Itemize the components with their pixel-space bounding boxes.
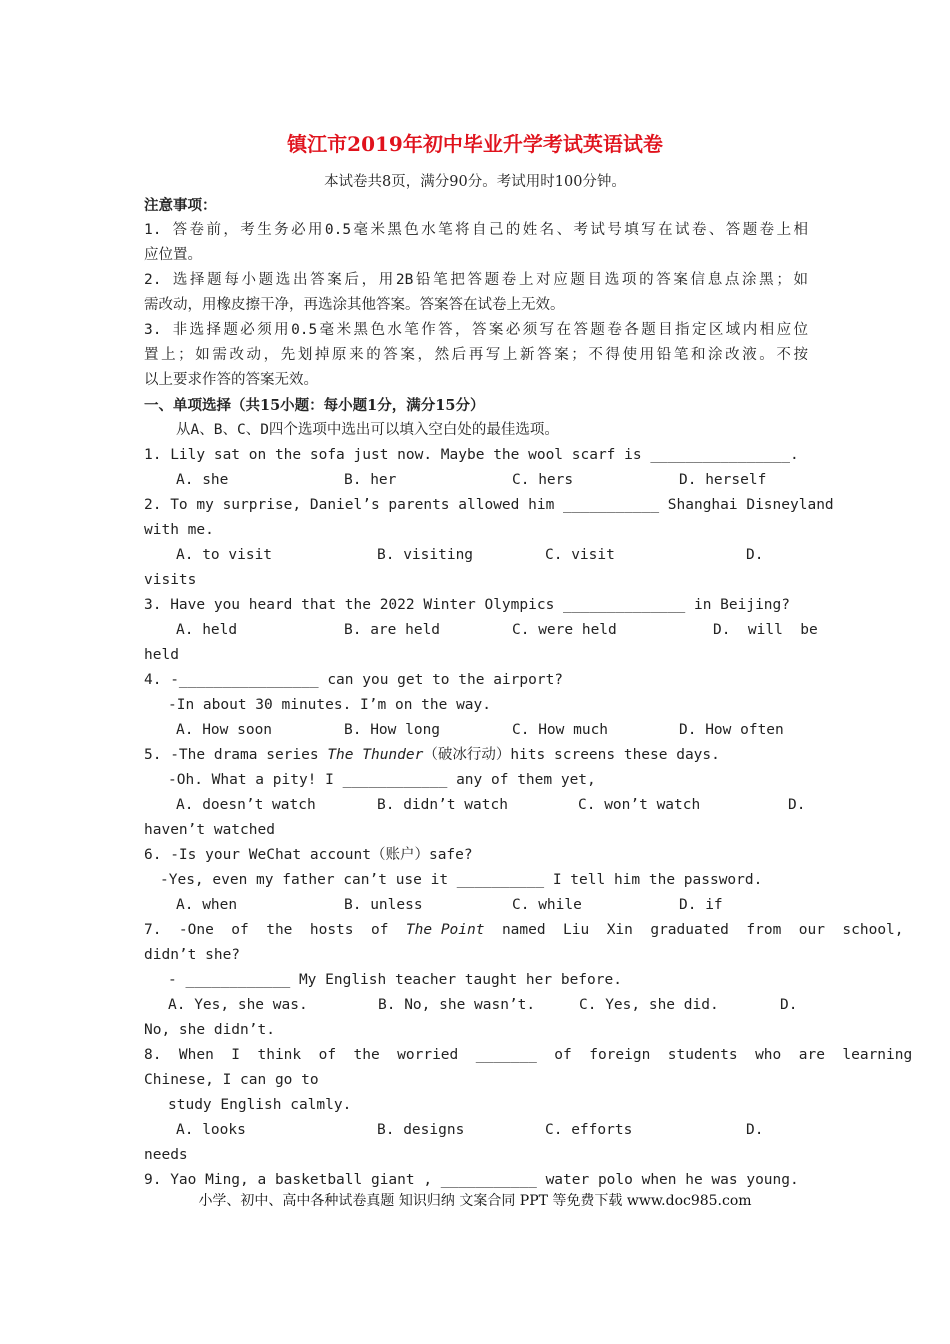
page-footer: 小学、初中、高中各种试卷真题 知识归纳 文案合同 PPT 等免费下载 www.doc985.com (198, 1193, 752, 1209)
question-5-option-d-cont: haven’t watched (144, 822, 275, 838)
option-b: B. visiting (377, 547, 474, 563)
option-b: B. her (344, 472, 397, 488)
option-a: A. doesn’t watch (176, 797, 316, 813)
question-3-option-d-cont: held (144, 647, 179, 663)
option-c: C. Yes, she did. (579, 997, 719, 1013)
option-d: D. (746, 547, 764, 563)
question-6-reply: -Yes, even my father can’t use it __________ I tell him the password. (160, 872, 763, 888)
notice-item-1-line-1: 1. 答卷前，考生务必用0.5毫米黑色水笔将自己的姓名、考试号填写在试卷、答题卷上相 (144, 222, 808, 238)
option-a: A. held (176, 622, 238, 638)
option-d: D. will be (713, 622, 818, 638)
option-d: D. herself (679, 472, 767, 488)
question-5-reply: -Oh. What a pity! I ____________ any of them yet, (168, 772, 596, 788)
option-c: C. visit (545, 547, 615, 563)
option-d: D. (746, 1122, 764, 1138)
question-4-options (144, 718, 808, 743)
question-2-stem: 2. To my surprise, Daniel’s parents allowed him ___________ Shanghai Disneyland (144, 497, 834, 513)
section-instruction: 从A、B、C、D四个选项中选出可以填入空白处的最佳选项。 (176, 422, 559, 438)
question-8-stem: 8. When I think of the worried _______ of foreign students who are learning (144, 1047, 913, 1063)
option-b: B. unless (344, 897, 423, 913)
option-b: B. are held (344, 622, 441, 638)
notice-item-1-line-2: 应位置。 (144, 247, 202, 263)
notice-item-3-line-1: 3. 非选择题必须用0.5毫米黑色水笔作答，答案必须写在答题卷各题目指定区域内相应位 (144, 322, 808, 338)
question-6-options (144, 893, 808, 918)
option-a: A. How soon (176, 722, 273, 738)
question-6-stem: 6. -Is your WeChat account（账户）safe? (144, 847, 473, 863)
notice-item-2-line-2: 需改动，用橡皮擦干净，再选涂其他答案。答案答在试卷上无效。 (144, 297, 565, 313)
exam-subtitle: 本试卷共8页，满分90分。考试用时100分钟。 (324, 174, 626, 190)
option-b: B. No, she wasn’t. (378, 997, 536, 1013)
question-7-show-title: The Point (405, 922, 485, 938)
option-a: A. she (176, 472, 229, 488)
option-d: D. How often (679, 722, 784, 738)
question-7-stem-end: named Liu Xin graduated from our school, (484, 922, 904, 938)
question-5-show-title: The Thunder (327, 747, 424, 763)
question-5-stem-start: 5. -The drama series (144, 747, 328, 763)
option-c: C. hers (512, 472, 574, 488)
question-4-reply: -In about 30 minutes. I’m on the way. (168, 697, 492, 713)
section-heading: 一、单项选择（共15小题：每小题1分，满分15分） (144, 397, 485, 414)
option-a: A. Yes, she was. (168, 997, 308, 1013)
exam-content (144, 193, 913, 1193)
question-7-option-d-cont: No, she didn’t. (144, 1022, 275, 1038)
option-b: B. How long (344, 722, 441, 738)
question-8-option-d-cont: needs (144, 1147, 188, 1163)
question-9-stem: 9. Yao Ming, a basketball giant , ___________ water polo when he was young. (144, 1172, 799, 1188)
question-7-reply: - ____________ My English teacher taught her before. (168, 972, 622, 988)
question-2-options (144, 543, 808, 568)
question-1-stem: 1. Lily sat on the sofa just now. Maybe the wool scarf is ________________. (144, 447, 799, 463)
option-b: B. didn’t watch (377, 797, 508, 813)
question-3-stem: 3. Have you heard that the 2022 Winter Olympics ______________ in Beijing? (144, 597, 791, 613)
question-3-options (144, 618, 818, 643)
option-d: D. (788, 797, 806, 813)
option-a: A. when (176, 897, 238, 913)
question-2-stem-cont: with me. (144, 522, 214, 538)
question-5-stem-end: （破冰行动）hits screens these days. (423, 747, 720, 763)
question-7-stem-cont: didn’t she? (144, 947, 241, 963)
option-c: C. won’t watch (578, 797, 701, 813)
question-5-options (144, 793, 808, 818)
option-c: C. efforts (545, 1122, 633, 1138)
option-c: C. How much (512, 722, 609, 738)
question-8-stem-cont: Chinese, I can go to (144, 1072, 319, 1088)
question-8-stem-cont-2: study English calmly. (168, 1097, 352, 1113)
question-7-stem-start: 7. -One of the hosts of (144, 922, 406, 938)
question-2-option-d-cont: visits (144, 572, 197, 588)
question-1-options (144, 468, 808, 493)
question-8-options (144, 1118, 808, 1143)
notice-heading: 注意事项： (144, 197, 217, 214)
option-c: C. were held (512, 622, 617, 638)
notice-item-3-line-2: 置上；如需改动，先划掉原来的答案，然后再写上新答案；不得使用铅笔和涂改液。不按 (144, 347, 808, 363)
option-d: D. (780, 997, 798, 1013)
question-5-stem (144, 743, 808, 768)
option-a: A. looks (176, 1122, 246, 1138)
question-7-options (144, 993, 808, 1018)
notice-item-3-line-3: 以上要求作答的答案无效。 (144, 372, 318, 388)
question-4-stem: 4. -________________ can you get to the airport? (144, 672, 564, 688)
option-d: D. if (679, 897, 723, 913)
notice-item-2-line-1: 2. 选择题每小题选出答案后，用2B铅笔把答题卷上对应题目选项的答案信息点涂黑；如 (144, 272, 808, 288)
option-c: C. while (512, 897, 582, 913)
question-7-stem (144, 918, 904, 943)
option-a: A. to visit (176, 547, 273, 563)
exam-title: 镇江市2019年初中毕业升学考试英语试卷 (287, 132, 663, 156)
option-b: B. designs (377, 1122, 465, 1138)
